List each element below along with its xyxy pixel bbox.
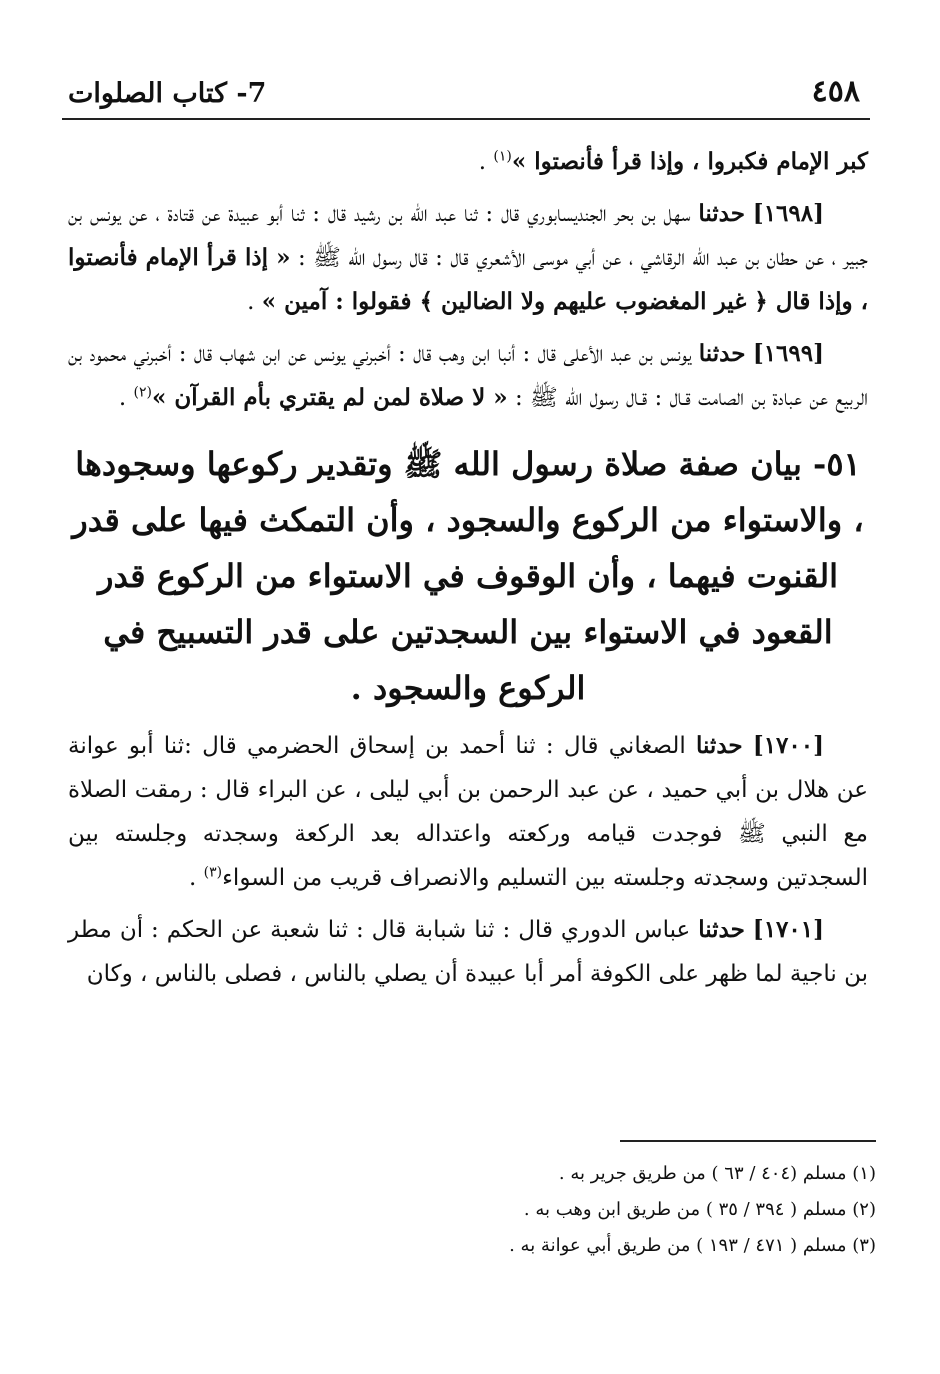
paragraph-end: . bbox=[247, 289, 262, 315]
hadith-chain: يونس بن عبد الأعلى قال : أنبا ابن وهب قال : أخبرني يونس عن ابن شهاب قال : أخبرني محمود بن الربيع عن عبادة بن الصامت قـال : قـال رسول الله ﷺ : bbox=[68, 341, 868, 411]
paragraph-end: . bbox=[478, 149, 494, 175]
footnotes bbox=[68, 1140, 876, 1264]
paragraph-end: . bbox=[189, 865, 204, 891]
hadith-1701 bbox=[68, 908, 868, 996]
hadith-chain: عباس الدوري قال : ثنا شبابة قال : ثنا شعبة عن الحكم : أن مطر بن ناجية لما ظهر على الكوفة أمر أبا عبيدة أن يصلي بالناس ، فصلى بالناس ، وكان bbox=[68, 917, 868, 987]
hadith-number: [١٧٠١] bbox=[752, 916, 824, 943]
page-body bbox=[68, 140, 868, 1004]
hadith-number: [١٦٩٨] bbox=[752, 200, 824, 227]
footnote-ref: (١) bbox=[493, 148, 512, 165]
footnote-3: (٣) مسلم ( ٤٧١ / ١٩٣ ) من طريق أبي عوانة به . bbox=[509, 1235, 876, 1256]
hadith-lead: حدثنا bbox=[698, 340, 746, 367]
hadith-number: [١٧٠٠] bbox=[752, 732, 825, 759]
footnote-ref: (٢) bbox=[133, 384, 152, 401]
hadith-1699 bbox=[68, 332, 868, 420]
hadith-lead: حدثنا bbox=[698, 916, 745, 943]
paragraph-continuation bbox=[68, 140, 868, 184]
paragraph-end: . bbox=[118, 385, 134, 411]
hadith-quote: « إذا قرأ الإمام فأنصتوا ، وإذا قال ﴿ غير المغضوب عليهم ولا الضالين ﴾ فقولوا : آمين » bbox=[68, 244, 868, 315]
hadith-quote: كبر الإمام فكبروا ، وإذا قرأ فأنصتوا » bbox=[511, 148, 868, 175]
hadith-lead: حدثنا bbox=[698, 200, 745, 227]
section-heading: ٥١- بيان صفة صلاة رسول الله ﷺ وتقدير ركوعها وسجودها ، والاستواء من الركوع والسجود ، وأن التمكث فيها على قدر القنوت فيهما ، وأن الوقوف في الاستواء من الركوع قدر القعود في الاستواء بين السجدتين على قدر التسبيح في الركوع والسجود . bbox=[72, 445, 864, 707]
footnote-divider bbox=[620, 1140, 876, 1142]
footnote-2: (٢) مسلم ( ٣٩٤ / ٣٥ ) من طريق ابن وهب به . bbox=[523, 1199, 876, 1220]
footnote-1: (١) مسلم (٤٠٤ / ٦٣ ) من طريق جرير به . bbox=[558, 1163, 876, 1184]
hadith-number: [١٦٩٩] bbox=[752, 340, 825, 367]
hadith-1698 bbox=[68, 192, 868, 324]
hadith-1700 bbox=[68, 724, 868, 900]
footnote-ref: (٣) bbox=[203, 864, 223, 881]
page-header bbox=[62, 72, 870, 120]
hadith-quote: « لا صلاة لمن لم يقتري بأم القرآن » bbox=[151, 384, 508, 411]
hadith-chain: الصغاني قال : ثنا أحمد بن إسحاق الحضرمي قال :ثنا أبو عوانة عن هلال بن أبي حميد ، عن عبد الرحمن بن أبي ليلى ، عن البراء قال : رمقت الصلاة مع النبي ﷺ فوجدت قيامه وركعته واعتداله بعد الركعة وسجدته وجلسته بين السجدتين وسجدته وجلسته بين التسليم والانصراف قريب من السواء bbox=[68, 733, 868, 891]
hadith-chain: سهل بن بحر الجنديسابوري قال : ثنا عبد الله بن رشيد قال : ثنا أبو عبيدة عن قتادة ، عن يونس بن جبير ، عن حطان بن عبد الله الرقاشي ، عن أبي موسى الأشعري قال : قال رسول الله ﷺ : bbox=[68, 201, 868, 271]
hadith-lead: حدثنا bbox=[695, 732, 743, 759]
chapter-title: 7- كتاب الصلوات bbox=[68, 78, 267, 109]
page-number: ٤٥٨ bbox=[811, 74, 860, 109]
